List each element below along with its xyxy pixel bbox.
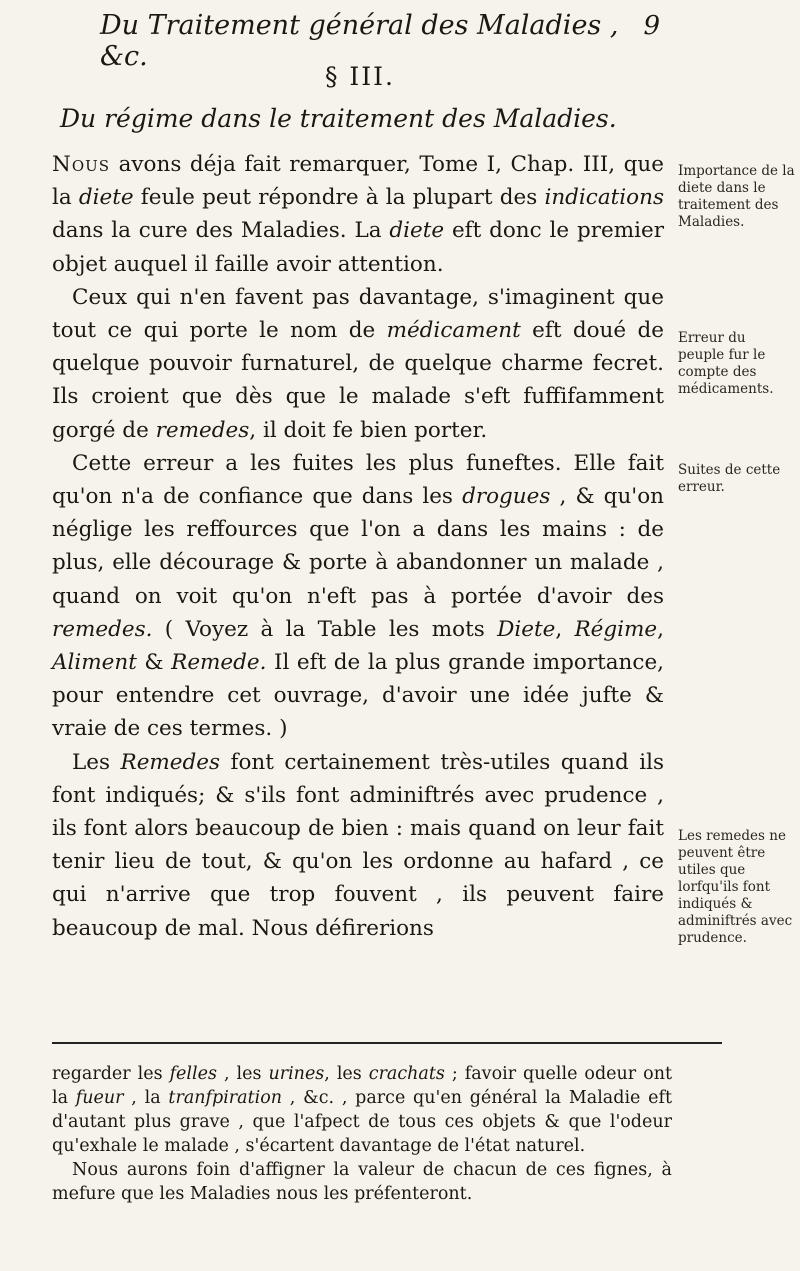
italic-term: Régime <box>574 616 658 642</box>
margin-note-remedes: Les remedes ne peuvent être utiles que lorfqu'ils font indiqués & adminiftrés avec prudence. <box>678 828 793 946</box>
italic-term: Diete <box>497 616 556 642</box>
italic-term: drogues <box>462 484 551 510</box>
page-number: 9 <box>643 11 660 41</box>
main-text <box>52 148 664 945</box>
text-run: , & qu'on néglige les reffources que l'on a dans les mains : de plus, elle décourage & porte à abandonner un malade , quand on voit qu'on n'eft pas à portée d'avoir des <box>52 484 664 609</box>
italic-term: remedes <box>155 417 250 443</box>
paragraph <box>52 281 664 447</box>
text-run: , <box>657 616 664 642</box>
running-title: Du Traitement général des Maladies , &c. <box>100 10 619 72</box>
text-run: ( Voyez à la Table les mots <box>152 616 498 642</box>
text-run: , il doit fe bien porter. <box>249 417 488 443</box>
footnote-paragraph <box>52 1158 672 1206</box>
italic-term: Remede. <box>171 650 267 676</box>
text-run: , les <box>324 1064 369 1084</box>
footnote-rule <box>52 1042 722 1044</box>
text-run: eft donc le premier objet auquel il faille avoir attention. <box>52 218 664 277</box>
text-run: dans la cure des Maladies. La <box>52 218 390 244</box>
text-run: Ceux qui n'en favent pas davantage, s'imaginent que tout ce qui porte le nom de <box>52 284 664 344</box>
italic-term: felles <box>169 1064 217 1084</box>
italic-term: fueur <box>75 1088 124 1108</box>
italic-term: tranfpiration <box>168 1088 283 1108</box>
italic-term: remedes. <box>52 616 153 642</box>
text-run: Cette erreur a les fuites les plus funeftes. Elle fait qu'on n'a de confiance que dans les <box>52 450 664 510</box>
paragraph <box>52 148 664 281</box>
text-run: font certainement très-utiles quand ils font indiqués; & s'ils font adminiftrés avec prudence , ils font alors beaucoup de bien : mais quand on leur fait tenir lieu de tout, & qu'on les ordonne au hafard , ce qui n'arrive que trop fouvent , ils peuvent faire beaucoup de mal. Nous défirerions <box>52 749 664 941</box>
footnote-paragraph <box>52 1062 672 1158</box>
margin-note-erreur: Erreur du peuple fur le compte des médicaments. <box>678 330 774 397</box>
italic-term: diete <box>389 218 445 244</box>
section-title: Du régime dans le traitement des Maladies. <box>60 104 617 133</box>
text-run: , &c. , parce qu'en général la Maladie eft d'autant plus grave , que l'afpect de tous ces objets & que l'odeur qu'exhale le malade , s'écartent davantage de l'état naturel. <box>52 1088 673 1156</box>
text-run: Les <box>72 749 121 775</box>
text-run: Nous aurons foin d'affigner la valeur de chacun de ces fignes, à mefure que les Maladies nous les préfenteront. <box>52 1160 672 1204</box>
italic-term: médicament <box>386 318 521 344</box>
italic-term: Aliment <box>52 650 137 676</box>
paragraph-lead: Nous <box>52 152 111 177</box>
text-run: feule peut répondre à la plupart des <box>133 185 545 211</box>
text-run: , la <box>123 1088 169 1108</box>
text-run: ; favoir quelle odeur ont la <box>52 1064 672 1108</box>
margin-note-diete: Importance de la diete dans le traitement des Maladies. <box>678 163 795 230</box>
italic-term: diete <box>78 185 134 211</box>
italic-term: Remedes <box>120 749 221 775</box>
margin-note-suites: Suites de cette erreur. <box>678 462 781 495</box>
italic-term: indications <box>544 185 664 211</box>
paragraph <box>52 746 664 945</box>
text-run: eft doué de quelque pouvoir furnaturel, de quelque charme fecret. Ils croient que dès que le malade s'eft fuffifamment gorgé de <box>52 318 664 443</box>
section-number: § III. <box>324 62 396 91</box>
text-run: regarder les <box>52 1064 170 1084</box>
text-run: Il eft de la plus grande importance, pour entendre cet ouvrage, d'avoir une idée jufte & vraie de ces termes. ) <box>52 650 665 742</box>
text-run: , les <box>216 1064 269 1084</box>
italic-term: crachats <box>368 1064 445 1084</box>
footnote-text <box>52 1062 672 1206</box>
text-run: , <box>555 616 575 642</box>
text-run: & <box>136 650 172 676</box>
text-run: avons déja fait remarquer, Tome I, Chap. III, que la <box>52 152 664 211</box>
italic-term: urines <box>268 1064 325 1084</box>
paragraph <box>52 447 664 746</box>
